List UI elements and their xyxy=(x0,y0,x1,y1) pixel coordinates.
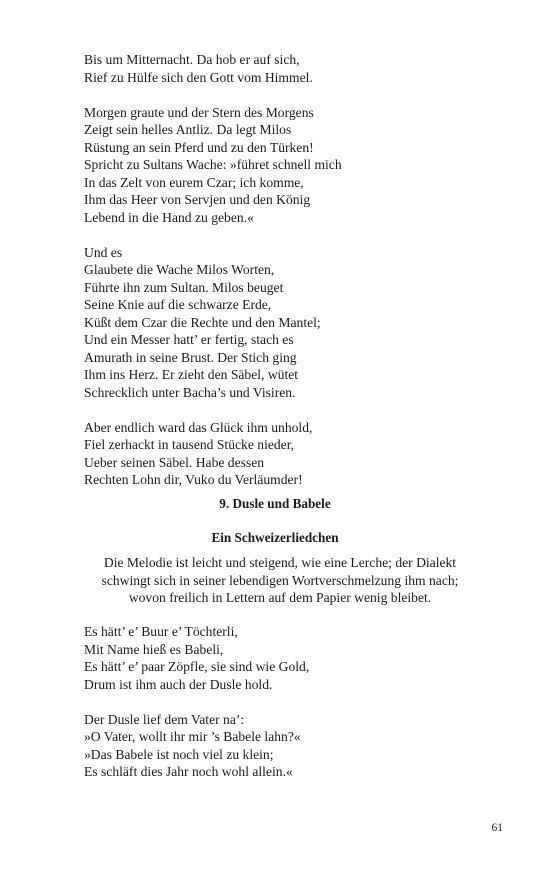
verse-line: Und es xyxy=(84,244,123,260)
intro-line: wovon freilich in Lettern auf dem Papier wenig bleibet. xyxy=(128,590,432,605)
verse-line: Der Dusle lief dem Vater na’: xyxy=(84,711,245,727)
stanza xyxy=(84,51,484,86)
stanza-gap xyxy=(84,693,484,711)
verse-line: Rief zu Hülfe sich den Gott vom Himmel. xyxy=(84,69,313,85)
verse-line: Morgen graute und der Stern des Morgens xyxy=(84,104,314,120)
verse-line: Mit Name hieß es Babeli, xyxy=(84,641,224,657)
stanza-gap xyxy=(84,401,484,419)
verse-line: Amurath in seine Brust. Der Stich ging xyxy=(84,349,297,365)
stanza xyxy=(84,419,484,489)
intro-line: Die Melodie ist leicht und steigend, wie eine Lerche; der Dialekt xyxy=(103,555,457,570)
verse-line: Und ein Messer hatt’ er fertig, stach es xyxy=(84,332,294,347)
verse-line: Schrecklich unter Bacha’s und Visiren. xyxy=(84,384,296,400)
page-number: 61 xyxy=(491,822,503,834)
verse-line: Ihm das Heer von Servjen und den König xyxy=(84,192,311,207)
section-title: 9. Dusle und Babele xyxy=(219,496,331,511)
verse-line: Seine Knie auf die schwarze Erde, xyxy=(84,297,272,312)
verse-line: Zeigt sein helles Antliz. Da legt Milos xyxy=(84,122,292,137)
stanza-gap xyxy=(84,226,484,244)
verse-line: »O Vater, wollt ihr mir ’s Babele lahn?« xyxy=(84,729,301,744)
stanza xyxy=(84,244,484,402)
verse-line: Es schläft dies Jahr noch wohl allein.« xyxy=(84,764,293,779)
verse-line: Ihm ins Herz. Er zieht den Säbel, wütet xyxy=(84,367,299,382)
verse-line: Küßt dem Czar die Rechte und den Mantel; xyxy=(84,314,321,330)
verse-line: Rüstung an sein Pferd und zu den Türken! xyxy=(84,139,314,155)
song-text xyxy=(84,623,484,781)
intro-note xyxy=(70,554,490,607)
verse-line: Führte ihn zum Sultan. Milos beuget xyxy=(84,279,284,295)
section-subtitle: Ein Schweizerliedchen xyxy=(211,530,339,545)
verse-line: Fiel zerhackt in tausend Stücke nieder, xyxy=(84,437,295,452)
ballad-text xyxy=(84,51,484,489)
stanza-gap xyxy=(84,86,484,104)
verse-line: Es hätt’ e’ paar Zöpfle, sie sind wie Gold, xyxy=(84,659,310,674)
verse-line: Glaubete die Wache Milos Worten, xyxy=(84,262,275,277)
verse-line: Aber endlich ward das Glück ihm unhold, xyxy=(84,419,313,435)
verse-line: Spricht zu Sultans Wache: »führet schnell mich xyxy=(84,157,342,172)
verse-line: »Das Babele ist noch viel zu klein; xyxy=(84,746,274,762)
verse-line: Rechten Lohn dir, Vuko du Verläumder! xyxy=(84,472,303,487)
stanza xyxy=(84,711,484,781)
intro-line: schwingt sich in seiner lebendigen Wortverschmelzung ihm nach; xyxy=(101,572,459,588)
verse-line: Bis um Mitternacht. Da hob er auf sich, xyxy=(84,52,300,67)
verse-line: In das Zelt von eurem Czar; ich komme, xyxy=(84,174,304,190)
verse-line: Ueber seinen Säbel. Habe dessen xyxy=(84,454,265,470)
verse-line: Es hätt’ e’ Buur e’ Töchterli, xyxy=(84,624,238,639)
stanza xyxy=(84,104,484,227)
stanza xyxy=(84,623,484,693)
verse-line: Lebend in die Hand zu geben.« xyxy=(84,209,254,225)
verse-line: Drum ist ihm auch der Dusle hold. xyxy=(84,676,273,692)
